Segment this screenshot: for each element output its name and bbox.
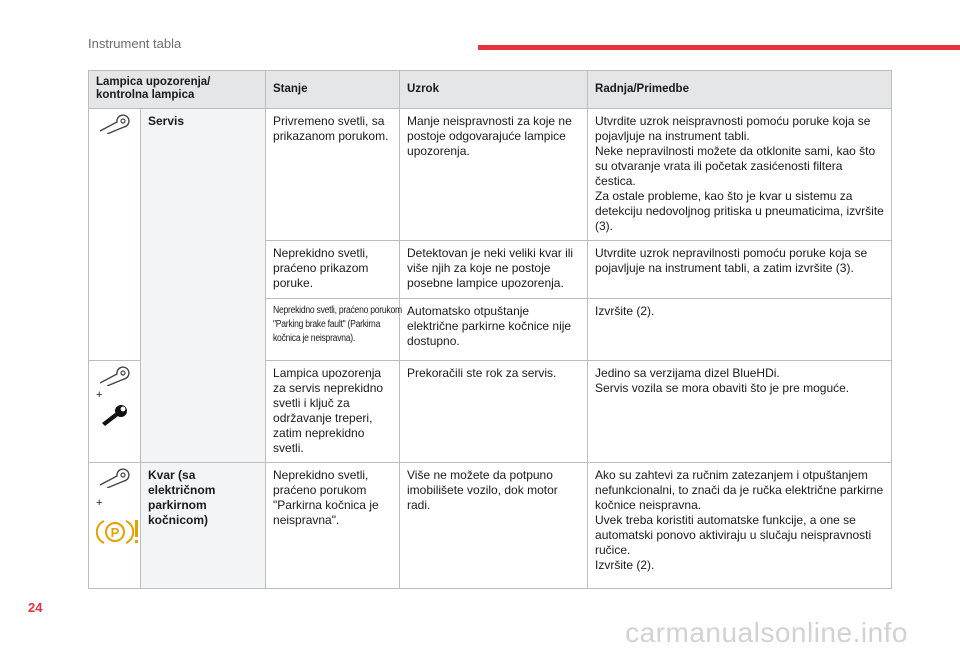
section-title: Instrument tabla [88, 36, 182, 51]
cause-cell: Prekoračili ste rok za servis. [400, 361, 588, 463]
parking-brake-warning-icon [96, 518, 142, 546]
lamp-name-service: Servis [141, 109, 266, 463]
table-row [89, 109, 892, 241]
column-header-cause: Uzrok [400, 71, 588, 109]
state-cell: Neprekidno svetli, praćeno porukom "Parkirna kočnica je neispravna". [266, 463, 400, 589]
svg-text:P: P [110, 525, 120, 540]
state-cell: Lampica upozorenja za servis neprekidno svetli i ključ za održavanje treperi, zatim neprekidno svetli. [266, 361, 400, 463]
warning-lights-table [88, 70, 892, 589]
table-row [89, 463, 892, 589]
plus-sign: + [96, 497, 103, 509]
cause-cell: Detektovan je neki veliki kvar ili više njih za koje ne postoje posebne lampice upozorenja. [400, 241, 588, 299]
wrench-outline-icon [98, 366, 132, 386]
column-header-state: Stanje [266, 71, 400, 109]
wrench-solid-icon [100, 404, 130, 426]
icon-cell-parking-brake [89, 463, 141, 589]
state-cell: Neprekidno svetli, praćeno prikazom poruke. [266, 241, 400, 299]
action-cell: Utvrdite uzrok neispravnosti pomoću poruke koja se pojavljuje na instrument tabli. Neke nepravilnosti možete da otklonite sami, kao što su otvaranje vrata ili početak zasićenosti filtera čestica. Za ostale probleme, kao što je kvar u sistemu za detekciju nedovoljnog pritiska u pneumaticima, izvršite (3). [588, 109, 892, 241]
cause-cell: Manje neispravnosti za koje ne postoje odgovarajuće lampice upozorenja. [400, 109, 588, 241]
column-header-lamp: Lampica upozorenja/ kontrolna lampica [89, 71, 266, 109]
state-cell: Privremeno svetli, sa prikazanom porukom. [266, 109, 400, 241]
action-cell: Utvrdite uzrok nepravilnosti pomoću poruke koja se pojavljuje na instrument tabli, a zatim izvršite (3). [588, 241, 892, 299]
lamp-name-parking-brake: Kvar (sa električnom parkirnom kočnicom) [141, 463, 266, 589]
header-accent-bar [478, 45, 960, 50]
icon-cell-service-overdue [89, 361, 141, 463]
page-number: 24 [28, 600, 43, 615]
table-header-row [89, 71, 892, 109]
wrench-outline-icon [98, 468, 132, 488]
plus-sign: + [96, 389, 103, 401]
column-header-action: Radnja/Primedbe [588, 71, 892, 109]
cause-cell: Više ne možete da potpuno imobilišete vozilo, dok motor radi. [400, 463, 588, 589]
cause-cell: Automatsko otpuštanje električne parkirne kočnice nije dostupno. [400, 299, 588, 361]
icon-cell-service [89, 109, 141, 361]
wrench-outline-icon [98, 114, 132, 134]
action-cell: Jedino sa verzijama dizel BlueHDi. Servis vozila se mora obaviti što je pre moguće. [588, 361, 892, 463]
action-cell: Izvršite (2). [588, 299, 892, 361]
watermark: carmanualsonline.info [625, 617, 908, 648]
state-text-condensed: Neprekidno svetli, praćeno porukom "Parking brake fault" (Parkirna kočnica je neispravna). [273, 305, 402, 344]
action-cell: Ako su zahtevi za ručnim zatezanjem i otpuštanjem nefunkcionalni, to znači da je ručka električne parkirne kočnice neispravna. Uvek treba koristiti automatske funkcije, a one se automatski ponovo aktiviraju u slučaju neispravnosti ručice. Izvršite (2). [588, 463, 892, 589]
state-cell [266, 299, 400, 361]
